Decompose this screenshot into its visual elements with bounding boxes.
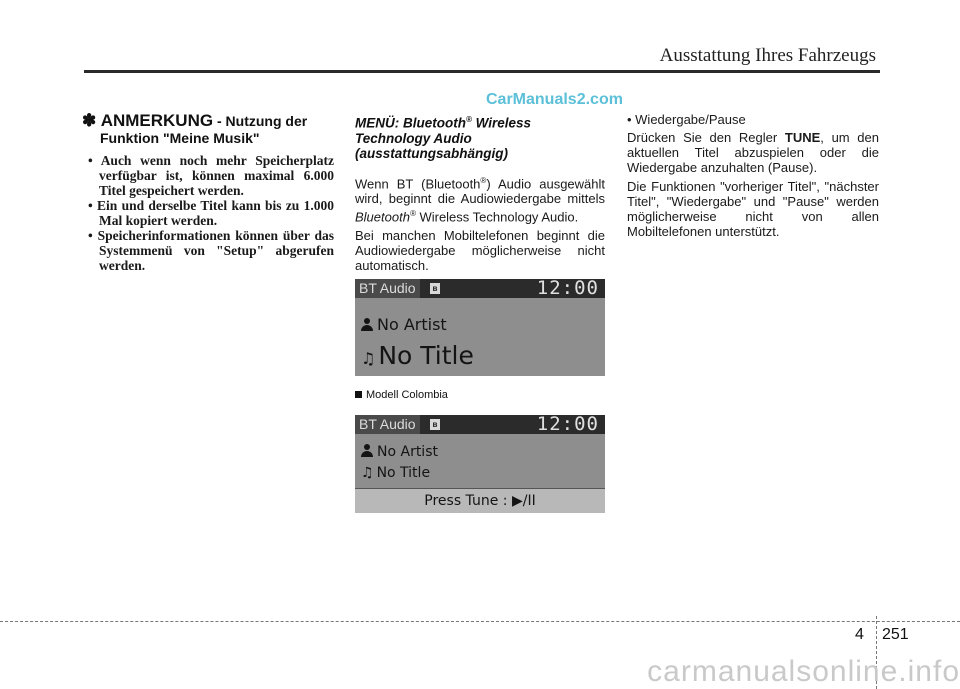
menu-reg: ® [465, 115, 472, 124]
footer-rule [0, 621, 960, 622]
square-bullet-icon [355, 391, 362, 398]
figure-caption [355, 389, 605, 401]
music-note-icon: ♫ [361, 349, 376, 369]
page-number: 251 [882, 626, 909, 643]
caption-text: Modell Colombia [366, 389, 448, 402]
tune-text-a: Drücken Sie den Regler [627, 130, 785, 145]
note-star-icon: ✽ [82, 111, 97, 130]
screen-artist-row [361, 315, 447, 334]
paragraph-tune [627, 130, 879, 175]
note-list [82, 153, 334, 273]
watermark-top[interactable]: CarManuals2.com [486, 91, 623, 108]
bluetooth-icon: ʙ [430, 283, 440, 294]
screen-artist-row [361, 444, 438, 460]
person-icon [361, 444, 373, 457]
menu-note: (ausstattungsabhängig) [355, 145, 509, 161]
para1-d: Wireless Technology Audio. [415, 209, 579, 225]
note-title [82, 112, 334, 147]
column-note [82, 112, 334, 273]
paragraph-bt-select [355, 173, 605, 225]
note-label: ANMERKUNG [100, 111, 214, 130]
screen-title-row [361, 341, 474, 370]
note-title-part2: Funktion "Meine Musik" [100, 130, 260, 146]
menu-suffix: Wireless Technology Audio [355, 115, 532, 146]
header-rule [84, 70, 880, 73]
column-bt-audio [355, 112, 605, 513]
para1-b: ) Audio ausgewählt wird, beginnt die Audiowiedergabe mittels [355, 175, 606, 206]
screen-clock: 12:00 [536, 415, 599, 436]
screen-clock: 12:00 [536, 279, 599, 300]
screen-artist: No Artist [377, 315, 447, 335]
tune-keyword: TUNE [784, 130, 821, 145]
menu-prefix: MENÜ: Bluetooth [355, 115, 466, 131]
paragraph-autoplay: Bei manchen Mobiltelefonen beginnt die Audiowiedergabe möglicherweise nicht automatisch. [355, 228, 605, 274]
para1-a: Wenn BT (Bluetooth [355, 175, 481, 191]
note-item: • Ein und derselbe Titel kann bis zu 1.000 Mal kopiert werden. [82, 198, 334, 228]
note-item: • Auch wenn noch mehr Speicherplatz verfügbar ist, können maximal 6.000 Titel gespeichert werden. [82, 153, 334, 198]
menu-heading [355, 112, 605, 161]
screen-title: No Title [376, 465, 431, 482]
page-header-title: Ausstattung Ihres Fahrzeugs [659, 45, 876, 66]
screen-title: No Title [378, 341, 474, 371]
screen-artist: No Artist [377, 444, 438, 461]
watermark-bottom[interactable]: carmanualsonline.info [647, 655, 960, 688]
bullet-play-pause: • Wiedergabe/Pause [627, 112, 746, 127]
chapter-number: 4 [855, 626, 864, 643]
column-playback [627, 112, 879, 243]
bluetooth-icon: ʙ [430, 419, 440, 430]
para1-c: Bluetooth [355, 209, 410, 225]
tune-text-b: , um den aktuellen Titel abzuspielen oder die Wiedergabe anzuhalten (Pause). [627, 130, 879, 175]
para1-reg: ® [480, 175, 487, 185]
bt-audio-screen-2 [355, 415, 605, 513]
bt-audio-screen-1 [355, 279, 605, 376]
music-note-icon: ♫ [361, 465, 374, 482]
note-item: • Speicherinformationen können über das Systemmenü von "Setup" abgerufen werden. [82, 228, 334, 273]
note-title-part1: - Nutzung der [213, 113, 308, 129]
paragraph-functions: Die Funktionen "vorheriger Titel", "nächster Titel", "Wiedergabe" und "Pause" werden möglicherweise nicht von allen Mobiltelefonen unterstützt. [627, 179, 879, 239]
screen-mode-label: BT Audio [355, 279, 420, 298]
screen-mode-label: BT Audio [355, 415, 420, 434]
para1-reg2: ® [409, 208, 416, 218]
screen-press-tune-hint: Press Tune : ▶/II [355, 489, 605, 513]
person-icon [361, 318, 373, 331]
screen-title-row [361, 465, 430, 481]
